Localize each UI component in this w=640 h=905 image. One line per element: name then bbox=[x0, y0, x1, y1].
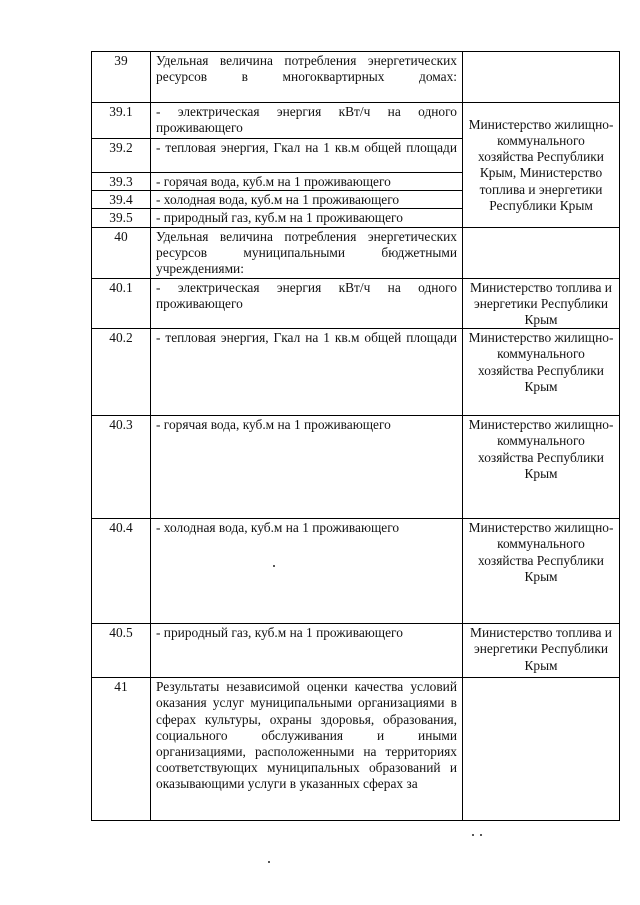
row-organization: Министерство топлива и энергетики Республики Крым bbox=[463, 278, 620, 329]
table-row bbox=[92, 52, 620, 103]
row-number: 40.5 bbox=[92, 624, 151, 678]
indicators-table bbox=[91, 51, 620, 821]
row-number: 39.2 bbox=[92, 139, 151, 173]
scan-speck bbox=[273, 565, 275, 567]
row-number: 40.4 bbox=[92, 519, 151, 624]
scan-speck bbox=[268, 861, 270, 863]
row-number: 40.2 bbox=[92, 329, 151, 416]
row-organization: Министерство жилищно-коммунального хозяйства Республики Крым bbox=[463, 416, 620, 519]
row-description: - горячая вода, куб.м на 1 проживающего bbox=[151, 416, 463, 519]
row-number: 41 bbox=[92, 678, 151, 821]
table-row bbox=[92, 227, 620, 278]
table-row bbox=[92, 278, 620, 329]
scan-speck bbox=[472, 834, 474, 836]
row-description: - тепловая энергия, Гкал на 1 кв.м общей площади bbox=[151, 139, 463, 173]
row-organization: Министерство жилищно-коммунального хозяйства Республики Крым bbox=[463, 329, 620, 416]
row-description: - холодная вода, куб.м на 1 проживающего bbox=[151, 191, 463, 209]
row-description: - электрическая энергия кВт/ч на одного проживающего bbox=[151, 103, 463, 139]
row-organization bbox=[463, 678, 620, 821]
row-organization: Министерство жилищно-коммунального хозяйства Республики Крым, Министерство топлива и энергетики Республики Крым bbox=[463, 103, 620, 228]
row-description: Удельная величина потребления энергетических ресурсов в многоквартирных домах: bbox=[151, 52, 463, 103]
table-row bbox=[92, 103, 620, 139]
table-row bbox=[92, 678, 620, 821]
row-description: - тепловая энергия, Гкал на 1 кв.м общей площади bbox=[151, 329, 463, 416]
row-description: Удельная величина потребления энергетических ресурсов муниципальными бюджетными учреждениями: bbox=[151, 227, 463, 278]
table-row bbox=[92, 416, 620, 519]
table-row bbox=[92, 329, 620, 416]
row-description: - электрическая энергия кВт/ч на одного проживающего bbox=[151, 278, 463, 329]
row-description: Результаты независимой оценки качества условий оказания услуг муниципальными организациями в сферах культуры, охраны здоровья, образования, социального обслуживания и иными организациями, расположенными на территориях соответствующих муниципальных образований и оказывающими услуги в указанных сферах за bbox=[151, 678, 463, 821]
row-description: - холодная вода, куб.м на 1 проживающего bbox=[151, 519, 463, 624]
row-organization bbox=[463, 227, 620, 278]
row-organization: Министерство жилищно-коммунального хозяйства Республики Крым bbox=[463, 519, 620, 624]
row-description: - горячая вода, куб.м на 1 проживающего bbox=[151, 173, 463, 191]
row-number: 39.5 bbox=[92, 209, 151, 227]
row-number: 39 bbox=[92, 52, 151, 103]
row-description: - природный газ, куб.м на 1 проживающего bbox=[151, 624, 463, 678]
row-description: - природный газ, куб.м на 1 проживающего bbox=[151, 209, 463, 227]
row-number: 40 bbox=[92, 227, 151, 278]
scan-speck bbox=[480, 834, 482, 836]
row-number: 40.1 bbox=[92, 278, 151, 329]
row-number: 39.4 bbox=[92, 191, 151, 209]
table-row bbox=[92, 519, 620, 624]
row-organization bbox=[463, 52, 620, 103]
row-number: 40.3 bbox=[92, 416, 151, 519]
row-organization: Министерство топлива и энергетики Республики Крым bbox=[463, 624, 620, 678]
row-number: 39.1 bbox=[92, 103, 151, 139]
table-row bbox=[92, 624, 620, 678]
row-number: 39.3 bbox=[92, 173, 151, 191]
